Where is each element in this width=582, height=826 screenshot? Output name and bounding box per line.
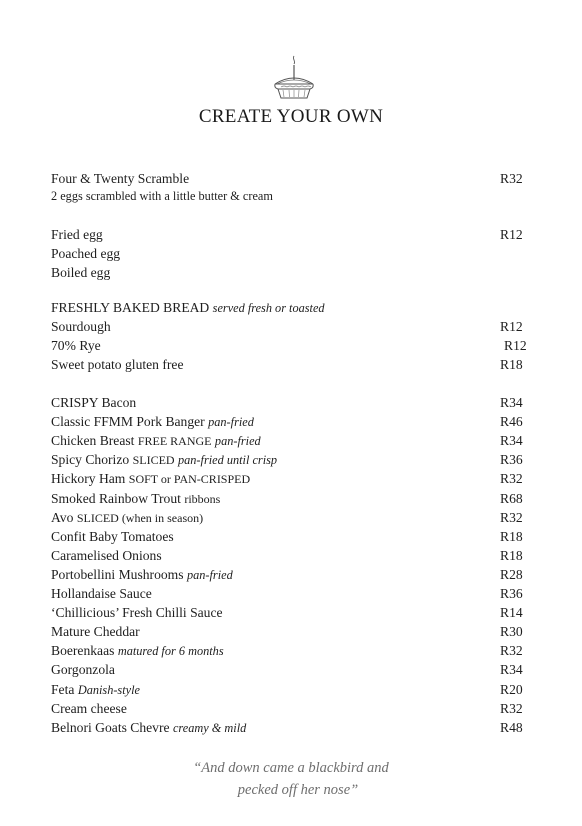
item-qualifier: SLICED (when in season) (76, 510, 204, 525)
menu-item-boiled-egg (51, 263, 529, 282)
item-name: Feta Danish-style (51, 681, 140, 697)
item-name: Boerenkaas matured for 6 months (51, 643, 224, 659)
item-name: Fried egg (51, 227, 103, 242)
item-name: Portobellini Mushrooms pan-fried (51, 566, 233, 582)
menu-item (51, 699, 529, 718)
item-name: Spicy Chorizo SLICED pan-fried until crisp (51, 452, 278, 468)
menu-item-sourdough (51, 317, 529, 336)
menu-item (51, 393, 529, 412)
item-price: R34 (500, 395, 523, 410)
item-qualifier: ribbons (184, 491, 221, 506)
menu-item (51, 680, 529, 699)
item-price: R14 (500, 605, 523, 621)
item-price: R36 (500, 452, 523, 468)
bread-note: served fresh or toasted (212, 301, 325, 315)
item-name: Boiled egg (51, 265, 111, 280)
menu-item (51, 641, 529, 660)
item-name: Four & Twenty Scramble (51, 171, 190, 186)
item-description (51, 187, 529, 206)
menu-item (51, 469, 529, 488)
menu-item-fried-egg (51, 225, 529, 244)
item-name: Mature Cheddar (51, 624, 140, 640)
menu-item (51, 546, 529, 565)
item-price: R68 (500, 490, 523, 506)
item-name: Avo SLICED (when in season) (51, 509, 204, 525)
item-note: pan-fried (186, 567, 233, 582)
item-price: R20 (500, 681, 523, 697)
item-name: CRISPY Bacon (51, 395, 137, 410)
menu-item (51, 603, 529, 622)
menu-item (51, 622, 529, 641)
page-title: CREATE YOUR OWN (198, 106, 384, 127)
item-name: Confit Baby Tomatoes (51, 528, 174, 544)
item-price: R34 (500, 433, 523, 449)
item-price: R30 (500, 624, 523, 640)
menu-item (51, 584, 529, 603)
item-name: Belnori Goats Chevre creamy & mild (51, 719, 247, 735)
menu-item-rye (51, 336, 529, 355)
item-name: Cream cheese (51, 700, 127, 716)
item-name: Chicken Breast FREE RANGE pan-fried (51, 433, 261, 449)
quote-line-2: pecked off her nose” (237, 782, 359, 798)
menu-item (51, 527, 529, 546)
item-name: Gorgonzola (51, 662, 115, 678)
item-qualifier: FREE RANGE (137, 434, 212, 449)
item-qualifier: SLICED (132, 453, 175, 468)
menu-item (51, 508, 529, 527)
item-price: R32 (500, 509, 523, 525)
item-price: R34 (500, 662, 523, 678)
item-price: R32 (500, 171, 523, 186)
item-name: ‘Chillicious’ Fresh Chilli Sauce (51, 605, 223, 621)
menu-item-sweet-potato (51, 355, 529, 374)
item-name: Sweet potato gluten free (51, 357, 184, 372)
item-name: 70% Rye (51, 338, 101, 353)
item-price: R32 (500, 643, 523, 659)
menu-item (51, 489, 529, 508)
item-price: R18 (500, 528, 523, 544)
item-name: Smoked Rainbow Trout ribbons (51, 490, 221, 506)
item-price: R12 (500, 227, 523, 242)
item-price: R32 (500, 471, 523, 487)
item-name: Hickory Ham SOFT or PAN-CRISPED (51, 471, 251, 487)
scramble-description: 2 eggs scrambled with a little butter & cream (51, 189, 273, 203)
item-price: R12 (504, 338, 527, 353)
menu-item (51, 660, 529, 679)
item-price: R12 (500, 319, 523, 334)
item-note: matured for 6 months (117, 644, 224, 659)
item-name: Sourdough (51, 319, 111, 334)
menu-item (51, 431, 529, 450)
quote-line-1: “And down came a blackbird and (193, 760, 389, 776)
menu-item (51, 412, 529, 431)
item-note: creamy & mild (172, 720, 247, 735)
item-name: Caramelised Onions (51, 547, 162, 563)
item-name: Poached egg (51, 246, 121, 261)
item-note: pan-fried until crisp (177, 453, 278, 468)
item-price: R36 (500, 586, 523, 601)
item-name: Classic FFMM Pork Banger pan-fried (51, 414, 254, 430)
menu-item (51, 718, 529, 737)
menu-item-poached-egg (51, 244, 529, 263)
item-price: R32 (500, 700, 523, 716)
item-qualifier: SOFT or PAN-CRISPED (128, 472, 251, 487)
item-name: Hollandaise Sauce (51, 586, 152, 601)
menu-item (51, 565, 529, 584)
item-price: R18 (500, 357, 523, 372)
nursery-rhyme-quote (0, 757, 582, 801)
item-price: R46 (500, 414, 523, 430)
menu-item (51, 450, 529, 469)
pie-with-candle-icon (271, 54, 317, 104)
menu-item-scramble (51, 169, 529, 188)
bread-heading: FRESHLY BAKED BREAD served fresh or toasted (51, 300, 325, 315)
item-price: R28 (500, 566, 523, 582)
item-price: R18 (500, 547, 523, 563)
item-note: pan-fried (208, 415, 254, 430)
section-heading-bread (51, 298, 529, 317)
item-note: pan-fried (214, 434, 261, 449)
item-price: R48 (500, 719, 523, 735)
item-note: Danish-style (77, 682, 140, 697)
